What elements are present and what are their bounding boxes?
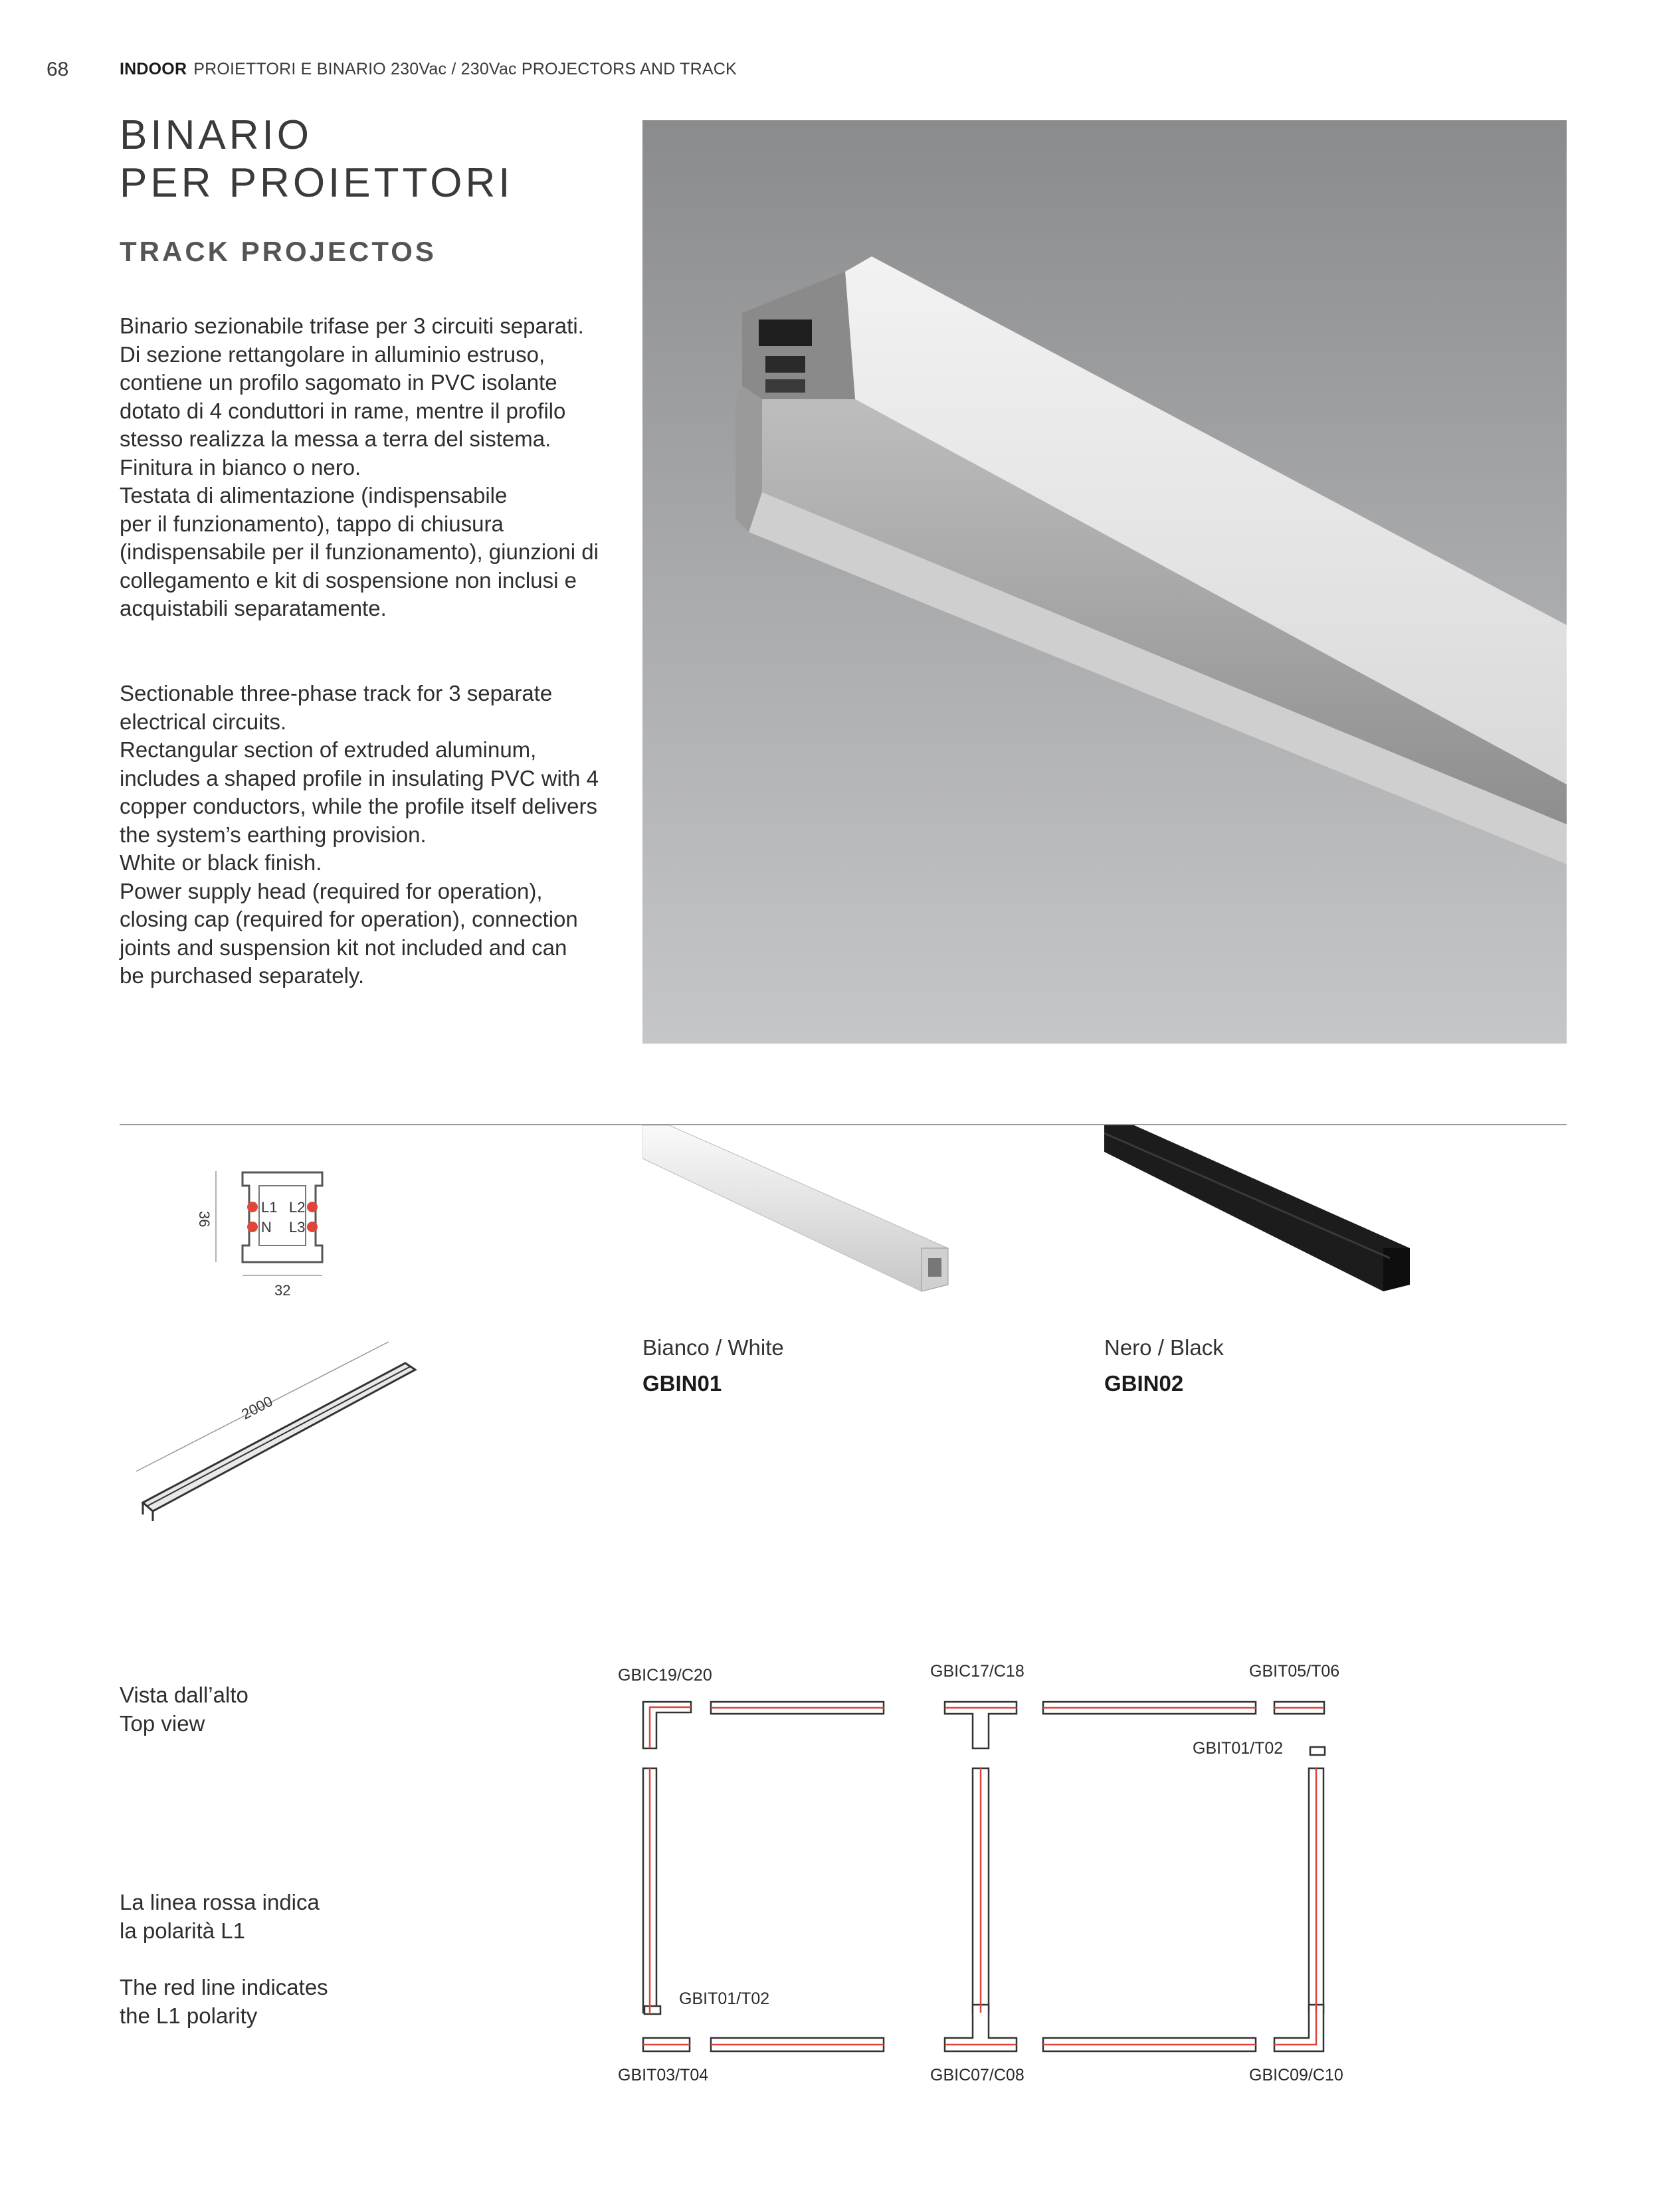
track-groove [146,1366,411,1507]
conductor-dot [247,1222,258,1232]
conductor-dot [247,1202,258,1212]
product-title [120,112,514,207]
description-line: White or black finish. [120,850,322,875]
white-track-slot [928,1258,941,1277]
title-line-2: PER PROIETTORI [120,160,514,206]
description-line: copper conductors, while the profile itself delivers [120,794,598,818]
code-label-feed-right: GBIT01/T02 [1193,1739,1284,1758]
track-end-slot [759,320,812,346]
page-number: 68 [47,58,69,80]
track-end-slot [765,379,805,393]
top-view-caption [120,1681,248,1738]
description-line: Finitura in bianco o nero. [120,454,361,480]
product-subtitle: TRACK PROJECTOS [120,236,437,267]
conductor-label-n: N [261,1219,272,1236]
black-track-highlight [1104,1133,1390,1258]
code-label-top-mid: GBIC17/C18 [930,1662,1025,1681]
header-subtitle: PROIETTORI E BINARIO 230Vac / 230Vac PROJECTORS AND TRACK [193,60,737,78]
description-line: closing cap (required for operation), connection [120,907,578,931]
top-view-title-en: Top view [120,1711,205,1736]
description-line: includes a shaped profile in insulating PVC with 4 [120,765,599,790]
length-dimension: 2000 [239,1392,276,1423]
description-line: contiene un profilo sagomato in PVC isolante [120,370,557,395]
description-line: Power supply head (required for operation), [120,878,543,903]
conductor-dot [307,1222,318,1232]
description-line: Sectionable three-phase track for 3 separate [120,681,553,705]
hero-product-photo [642,120,1567,1044]
code-label-bottom-left: GBIT03/T04 [618,2066,709,2084]
white-track-photo [642,1125,968,1311]
height-dimension: 36 [196,1211,213,1228]
description-line: stesso realizza la messa a terra del sistema. [120,426,551,451]
code-label-bottom-mid: GBIC07/C08 [930,2066,1025,2084]
black-track-body [1104,1125,1410,1291]
feed-icon-right [1310,1747,1325,1755]
section-label: INDOOR [120,60,187,78]
code-label-top-right: GBIT05/T06 [1249,1662,1340,1681]
description-line: Rectangular section of extruded aluminum, [120,737,537,762]
title-line-1: BINARIO [120,112,312,158]
description-line: collegamento e kit di sospensione non inclusi e [120,567,577,593]
description-line: joints and suspension kit not included and can [120,935,567,960]
variant-black-label: Nero / Black [1104,1335,1224,1360]
code-label-feed-left: GBIT01/T02 [679,1989,770,2008]
description-line: electrical circuits. [120,709,287,734]
conductor-dot [307,1202,318,1212]
cross-section-drawing [189,1159,349,1305]
black-track-end [1383,1248,1410,1291]
polarity-note-en-1: The red line indicates [120,1975,328,1999]
code-label-top-left: GBIC19/C20 [618,1666,712,1685]
top-view-title-it: Vista dall’alto [120,1683,248,1707]
white-track-body [642,1125,948,1291]
variant-white-code: GBIN01 [642,1371,722,1396]
conductor-label-l2: L2 [289,1199,306,1216]
running-header [120,60,737,79]
description-line: Binario sezionabile trifase per 3 circuiti separati. [120,314,584,338]
description-line: per il funzionamento), tappo di chiusura [120,511,504,536]
polarity-note-en-2: the L1 polarity [120,2003,258,2028]
description-line: acquistabili separatamente. [120,596,387,620]
width-dimension: 32 [274,1282,291,1299]
description-line: be purchased separately. [120,963,365,988]
polarity-note-it-2: la polarità L1 [120,1918,245,1943]
black-track-photo [1104,1125,1430,1311]
variant-white-label: Bianco / White [642,1335,784,1360]
description-line: the system’s earthing provision. [120,822,427,847]
description-line: (indispensabile per il funzionamento), giunzioni di [120,539,599,564]
track-end-slot [765,356,805,373]
profile-inner [259,1186,306,1245]
length-drawing [133,1335,425,1521]
description-line: dotato di 4 conduttori in rame, mentre il profilo [120,398,566,423]
track-render [642,120,1567,1044]
description-line: Di sezione rettangolare in alluminio estruso, [120,341,545,367]
polarity-note [120,1888,328,2030]
conductor-label-l1: L1 [261,1199,278,1216]
description-italian [120,312,625,623]
variant-black-code: GBIN02 [1104,1371,1184,1396]
code-label-bottom-right: GBIC09/C10 [1249,2066,1343,2084]
polarity-note-it-1: La linea rossa indica [120,1890,320,1914]
feed-icon-left [644,2006,660,2014]
description-english [120,680,625,990]
description-line: Testata di alimentazione (indispensabile [120,483,508,507]
conductor-label-l3: L3 [289,1219,306,1236]
t-joint-top [945,1702,1017,1748]
